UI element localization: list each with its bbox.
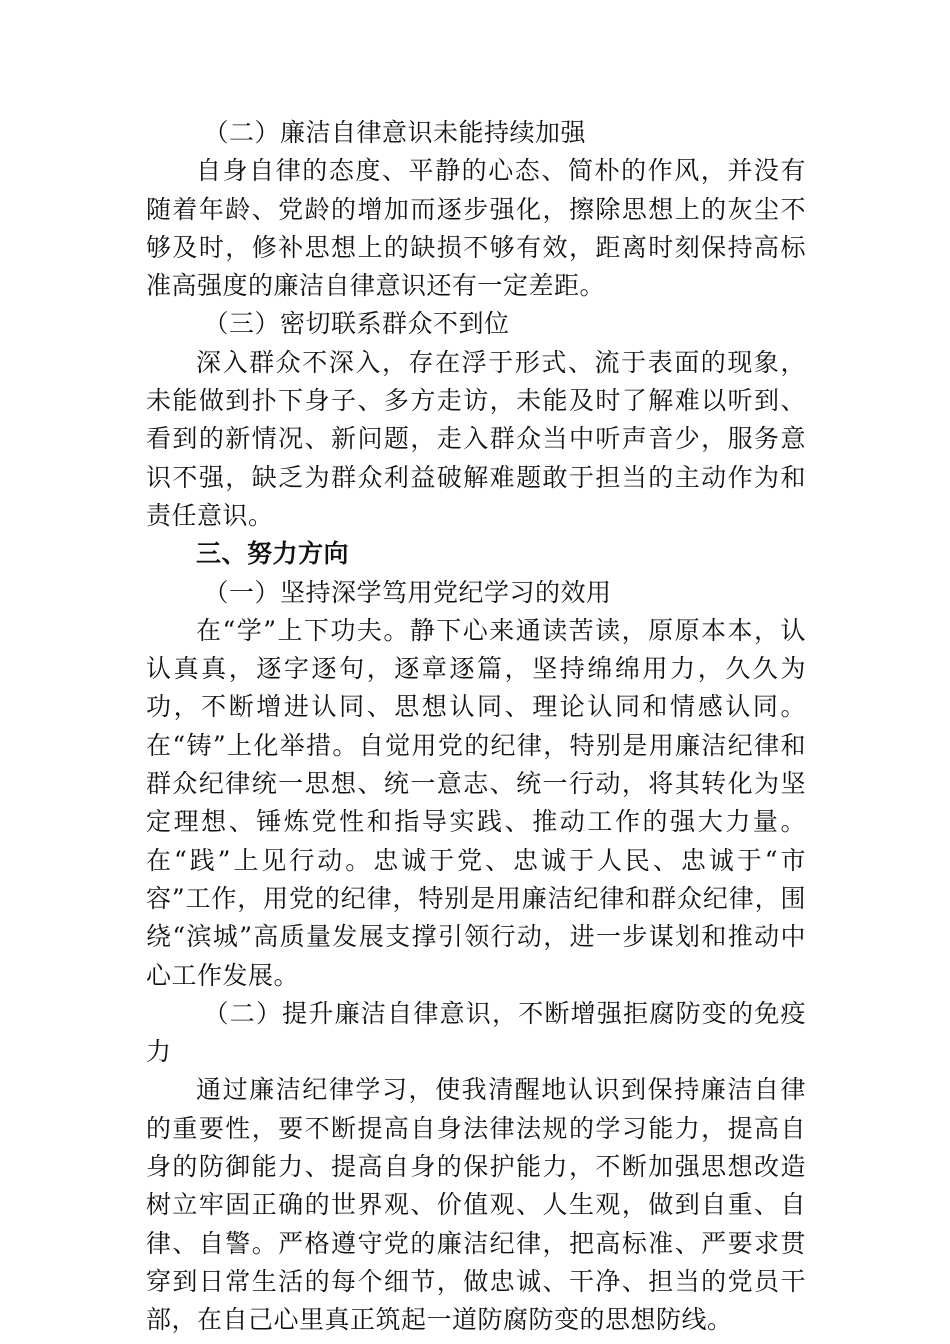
document-body [146,114,806,1340]
section-2-3-title: （三）密切联系群众不到位 [203,309,510,339]
section-3-2-title: （二）提升廉洁自律意识，不断增强拒腐防变的免疫力 [146,998,806,1067]
section-3-heading: 三、努力方向 [196,539,350,569]
section-3-2-paragraph: 通过廉洁纪律学习，使我清醒地认识到保持廉洁自律的重要性，要不断提高自身法律法规的学习能力，提高自身的防御能力、提高自身的保护能力，不断加强思想改造树立牢固正确的世界观、价值观、人生观，做到自重、自律、自警。严格遵守党的廉洁纪律，把高标准、严要求贯穿到日常生活的每个细节，做忠诚、干净、担当的党员干部，在自己心里真正筑起一道防腐防变的思想防线。 [146,1075,806,1335]
section-2-3-paragraph: 深入群众不深入，存在浮于形式、流于表面的现象，未能做到扑下身子、多方走访，未能及时了解难以听到、看到的新情况、新问题，走入群众当中听声音少，服务意识不强，缺乏为群众利益破解难题敢于担当的主动作为和责任意识。 [146,347,806,530]
section-2-2-paragraph: 自身自律的态度、平静的心态、简朴的作风，并没有随着年龄、党龄的增加而逐步强化，擦除思想上的灰尘不够及时，修补思想上的缺损不够有效，距离时刻保持高标准高强度的廉洁自律意识还有一定差距。 [146,156,806,301]
section-3-1-paragraph: 在“学”上下功夫。静下心来通读苦读，原原本本，认认真真，逐字逐句，逐章逐篇，坚持绵绵用力，久久为功，不断增进认同、思想认同、理论认同和情感认同。在“铸”上化举措。自觉用党的纪律，特别是用廉洁纪律和群众纪律统一思想、统一意志、统一行动，将其转化为坚定理想、锤炼党性和指导实践、推动工作的强大力量。在“践”上见行动。忠诚于党、忠诚于人民、忠诚于“市容”工作，用党的纪律，特别是用廉洁纪律和群众纪律，围绕“滨城”高质量发展支撑引领行动，进一步谋划和推动中心工作发展。 [146,615,806,990]
section-2-2-title: （二）廉洁自律意识未能持续加强 [203,118,587,147]
section-3-1-title: （一）坚持深学笃用党纪学习的效用 [203,577,612,607]
